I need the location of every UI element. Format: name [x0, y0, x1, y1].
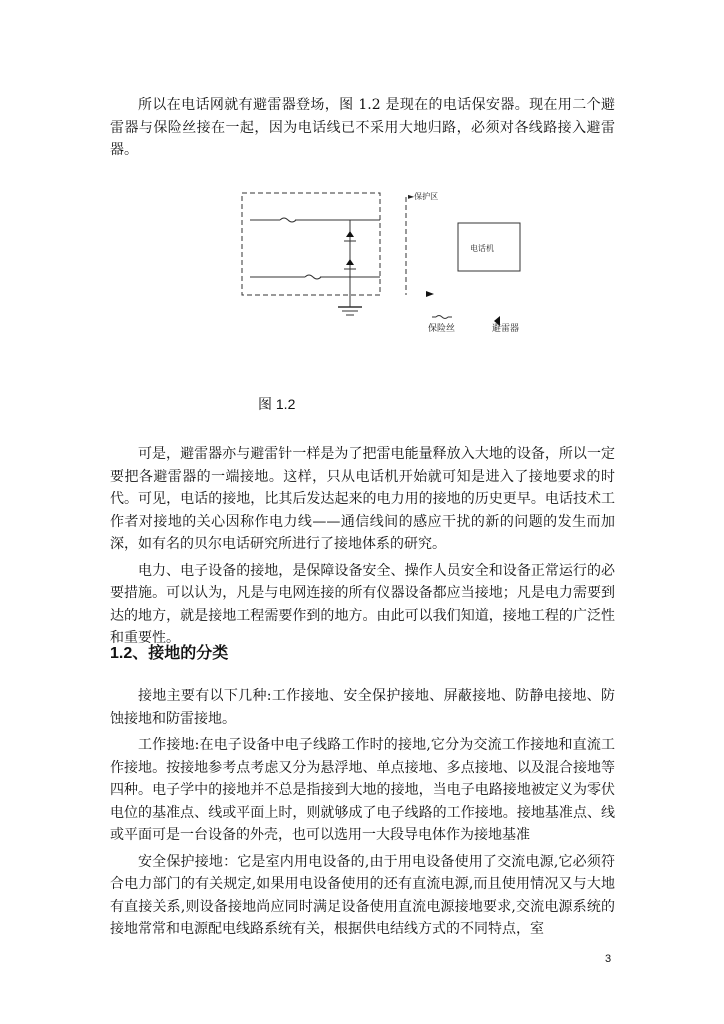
- figure-caption: 图 1.2: [258, 396, 296, 412]
- paragraph: 电力、电子设备的接地，是保障设备安全、操作人员安全和设备正常运行的必要措施。可以认为，凡是与电网连接的所有仪器设备都应当接地；凡是电力需要到达的地方，就是接地工程需要作到的地方。由此可以我们知道，接地工程的广泛性和重要性。: [110, 562, 615, 646]
- legend-arrester-label: 避雷器: [492, 324, 520, 334]
- body-block-1: [110, 443, 615, 650]
- fuse-symbol-upper: [280, 218, 296, 222]
- page-number: 3: [605, 953, 612, 965]
- protector-enclosure: [242, 193, 380, 295]
- telephone-label: 电话机: [470, 244, 494, 253]
- body-block-2: [110, 685, 615, 941]
- paragraph: 接地主要有以下几种:工作接地、安全保护接地、屏蔽接地、防静电接地、防蚀接地和防雷接地。: [110, 688, 615, 727]
- intro-text: 所以在电话网就有避雷器登场，图 1.2 是现在的电话保安器。现在用二个避雷器与保险丝接在一起，因为电话线已不采用大地归路，必须对各线路接入避雷器。: [110, 97, 615, 158]
- legend-fuse-icon: [436, 316, 448, 319]
- intro-paragraph: [110, 94, 615, 162]
- arrester-lower-icon: [346, 259, 354, 265]
- arrester-upper-icon: [346, 231, 354, 237]
- paragraph: 工作接地:在电子设备中电子线路工作时的接地,它分为交流工作接地和直流工作接地。按接地参考点考虑又分为悬浮地、单点接地、多点接地、以及混合接地等四种。电子学中的接地并不总是指接到大地的接地，当电子电路接地被定义为零伏电位的基准点、线或平面上时，则就够成了电子线路的工作接地。接地基准点、线或平面可是一台设备的外壳，也可以选用一大段导电体作为接地基准: [110, 737, 615, 843]
- paragraph: 安全保护接地：它是室内用电设备的,由于用电设备使用了交流电源,它必须符合电力部门的有关规定,如果用电设备使用的还有直流电源,而且使用情况又与大地有直接关系,则设备接地尚应同时满足设备使用直流电源接地要求,交流电源系统的接地常常和电源配电线路系统有关，根据供电结线方式的不同特点，室: [110, 853, 615, 937]
- legend-fuse-label: 保险丝: [428, 324, 456, 334]
- arrow-marker-icon: [426, 291, 434, 297]
- protected-area-label: ►保护区: [408, 192, 439, 201]
- fuse-symbol-lower: [305, 275, 321, 279]
- section-heading: 1.2、接地的分类: [110, 645, 229, 662]
- telephone-protector-diagram: [220, 185, 560, 345]
- paragraph: 可是，避雷器亦与避雷针一样是为了把雷电能量释放入大地的设备，所以一定要把各避雷器的一端接地。这样，只从电话机开始就可知是进入了接地要求的时代。可见，电话的接地，比其后发达起来的电力用的接地的历史更早。电话技术工作者对接地的关心因称作电力线——通信线间的感应干扰的新的问题的发生而加深，如有名的贝尔电话研究所进行了接地体系的研究。: [110, 446, 615, 552]
